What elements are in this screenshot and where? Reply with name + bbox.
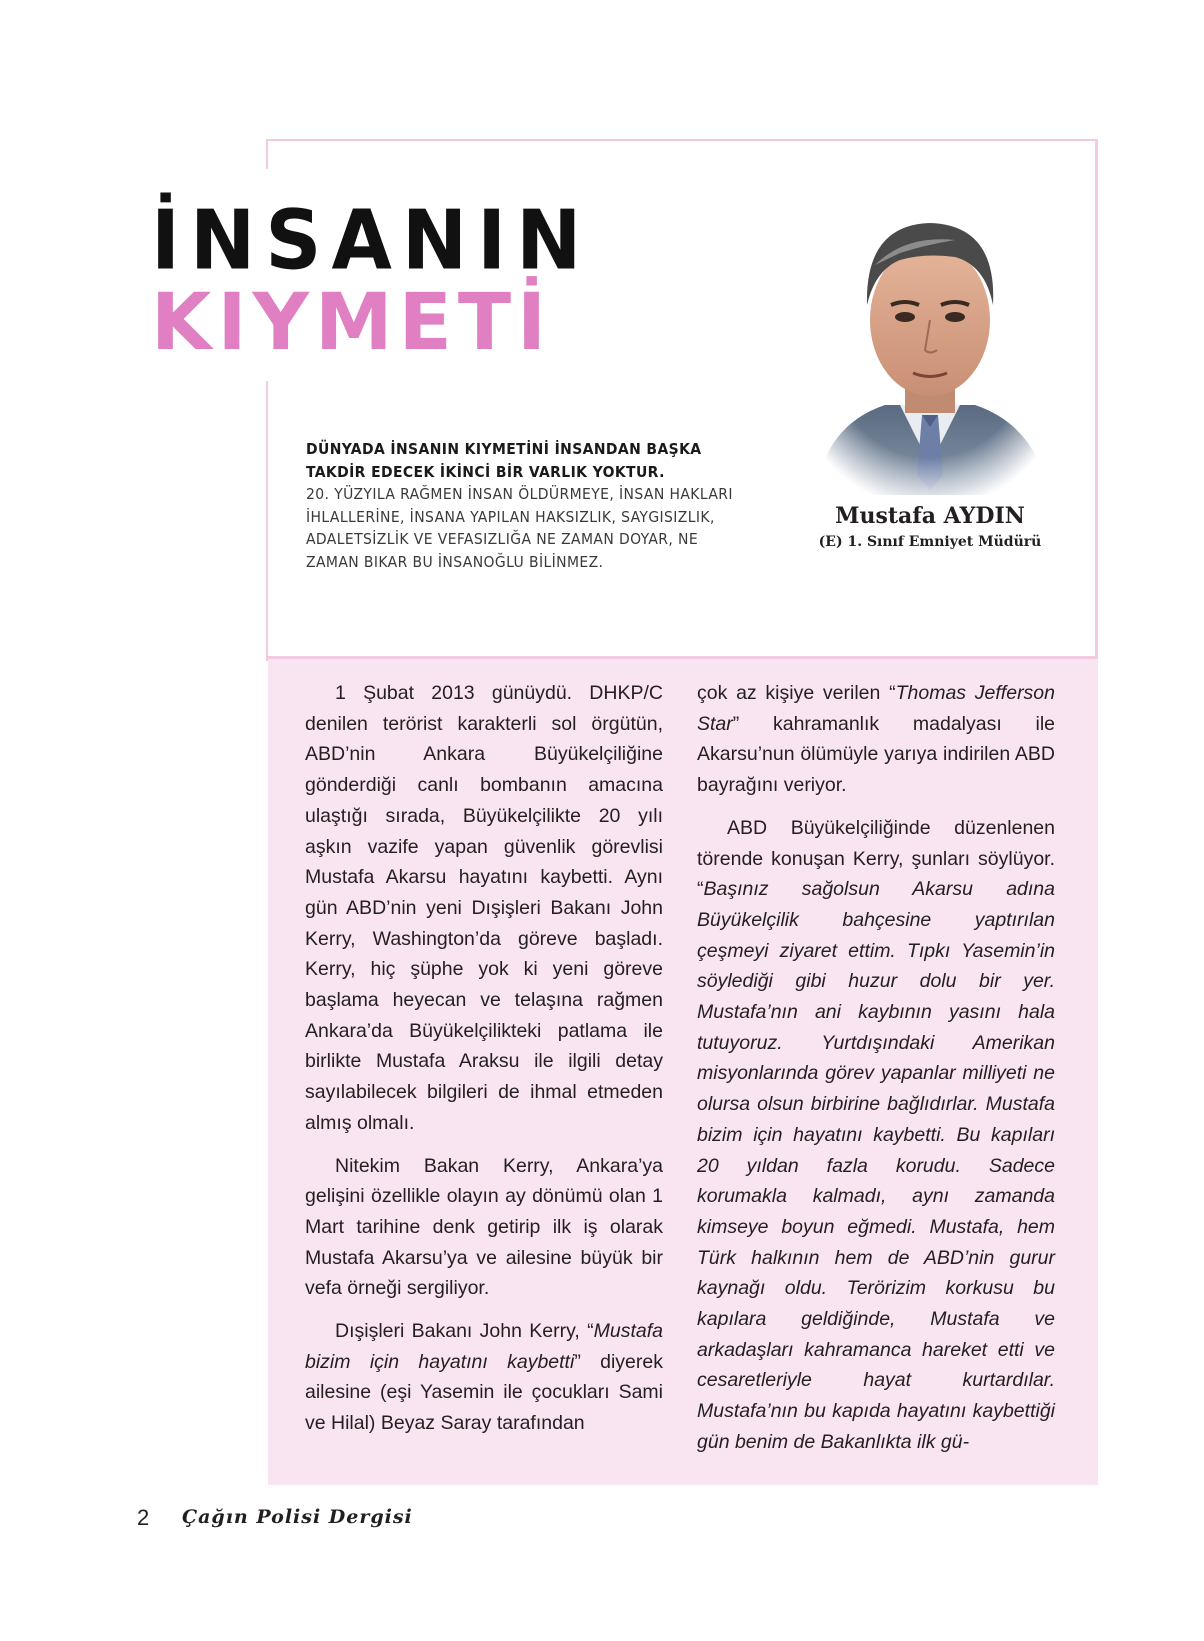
lede-text: 20. YÜZYILA RAĞMEN İNSAN ÖLDÜRMEYE, İNSAN HAKLARI İHLALLERİNE, İNSANA YAPILAN HAKSIZLIK, SAYGISIZLIK, ADALETSİZLİK VE VEFASIZLIĞA NE ZAMAN DOYAR, NE ZAMAN BIKAR BU İNSANOĞLU BİLİNMEZ. [306,485,733,571]
magazine-name: Çağın Polisi Dergisi [182,1506,413,1528]
frame-left-edge [266,381,268,661]
panel-divider [268,656,1098,659]
page-number: 2 [137,1505,150,1530]
lede-strong-line2: TAKDİR EDECEK İKİNCİ BİR VARLIK YOKTUR. [306,462,665,481]
frame-corner [266,139,268,169]
paragraph: Nitekim Bakan Kerry, Ankara’ya gelişini özellikle olayın ay dönümü olan 1 Mart tarihine denk getirip ilk iş olarak Mustafa Akarsu’ya ve ailesine büyük bir vefa örneği sergiliyor. [305,1154,663,1300]
article-column-left [305,678,663,1451]
author-name: Mustafa AYDIN [835,503,1025,529]
lede-strong-line1: DÜNYADA İNSANIN KIYMETİNİ İNSANDAN BAŞKA [306,440,702,458]
author-portrait [805,205,1055,495]
author-title: (E) 1. Sınıf Emniyet Müdürü [818,534,1042,550]
paragraph: çok az kişiye verilen “Thomas Jefferson Star” kahramanlık madalyası ile Akarsu’nun ölümüyle yarıya indirilen ABD bayrağını veriyor. [697,682,1055,797]
article-title-line1: İNSANIN [151,193,592,289]
paragraph: 1 Şubat 2013 günüydü. DHKP/C denilen terörist karakterli sol örgütün, ABD’nin Ankara Büyükelçiliğine gönderdiği canlı bombanın amacına ulaştığı sırada, Büyükelçilikte 20 yılı aşkın vazife yapan güvenlik görevlisi Mustafa Akarsu hayatını kaybetti. Aynı gün ABD’nin yeni Dışişleri Bakanı John Kerry, Washington’da göreve başladı. Kerry, hiç şüphe yok ki yeni göreve başlama heyecan ve telaşına rağmen Ankara’da Büyükelçilikteki patlama ile birlikte Mustafa Araksu ile ilgili detay sayılabilecek bilgileri de ihmal etmeden almış olmalı. [305,682,663,1134]
article-lede [306,438,746,573]
paragraph: Dışişleri Bakanı John Kerry, “Mustafa bizim için hayatını kaybetti” diyerek ailesine (eşi Yasemin ile çocukları Sami ve Hilal) Beyaz Saray tarafından [305,1320,663,1435]
article-column-right [697,678,1055,1470]
paragraph: ABD Büyükelçiliğinde düzenlenen törende konuşan Kerry, şunları söylüyor. “Başınız sağolsun Akarsu adına Büyükelçilik bahçesine yaptırılan çeşmeyi ziyaret ettim. Tıpkı Yasemin’in söylediği gibi huzur dolu bir yer. Mustafa’nın ani kaybının yasını hala tutuyoruz. Yurtdışındaki Amerikan misyonlarında görev yapanlar milliyeti ne olursa olsun birbirine bağlıdırlar. Mustafa bizim için hayatını kaybetti. Bu kapıları 20 yıldan fazla korudu. Sadece korumakla kalmadı, aynı zamanda kimseye boyun eğmedi. Mustafa, hem Türk halkının hem de ABD’nin gurur kaynağı oldu. Terörizim korkusu bu kapılara geldiğinde, Mustafa ve arkadaşları kahramanca hareket etti ve cesaretleriyle hayat kurtardılar. Mustafa’nın bu kapıda hayatını kaybettiği gün benim de Bakanlıkta ilk gü- [697,816,1055,1453]
article-title-line2: KIYMETİ [151,278,553,368]
